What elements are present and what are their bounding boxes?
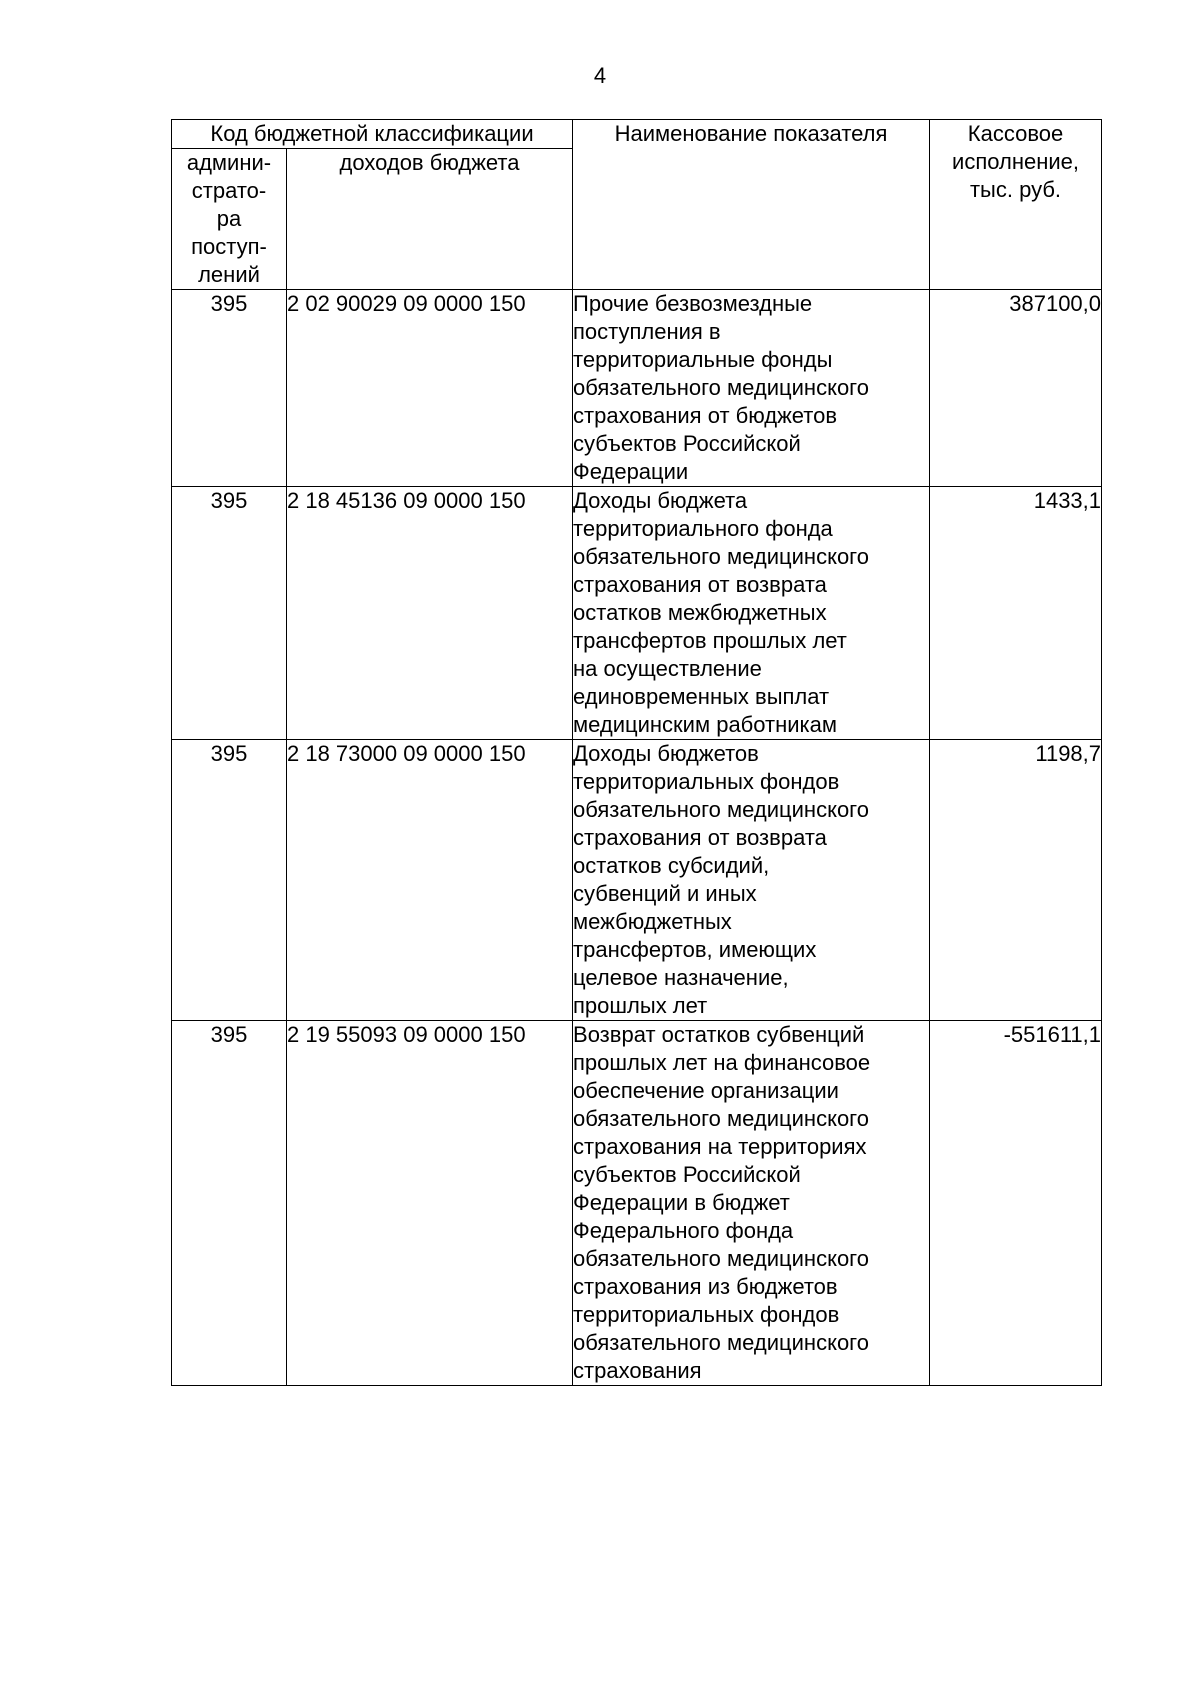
table-row [172, 487, 1102, 740]
indicator-name-line: территориального фонда [573, 516, 833, 541]
income-code-cell: 2 18 45136 09 0000 150 [287, 487, 573, 740]
admin-code-cell: 395 [172, 1021, 287, 1386]
indicator-name-cell [573, 487, 930, 740]
header-budget-income: доходов бюджета [287, 149, 573, 290]
admin-code-cell: 395 [172, 740, 287, 1021]
indicator-name-line: обязательного медицинского [573, 1106, 869, 1131]
indicator-name-line: Федерального фонда [573, 1218, 794, 1243]
income-code-cell: 2 02 90029 09 0000 150 [287, 290, 573, 487]
indicator-name-line: субвенций и иных [573, 881, 757, 906]
indicator-name-line: обеспечение организации [573, 1078, 839, 1103]
income-code-cell: 2 19 55093 09 0000 150 [287, 1021, 573, 1386]
header-admin-line: лений [198, 262, 260, 287]
indicator-name-line: страхования из бюджетов [573, 1274, 838, 1299]
header-budget-code-group: Код бюджетной классификации [172, 120, 573, 149]
table-body [172, 290, 1102, 1386]
indicator-name-line: остатков межбюджетных [573, 600, 827, 625]
indicator-name-line: Федерации в бюджет [573, 1190, 790, 1215]
indicator-name-line: страхования [573, 1358, 702, 1383]
indicator-name-line: трансфертов, имеющих [573, 937, 817, 962]
indicator-name-line: медицинским работникам [573, 712, 838, 737]
indicator-name-line: Возврат остатков субвенций [573, 1022, 865, 1047]
indicator-name-line: обязательного медицинского [573, 797, 869, 822]
indicator-name-line: обязательного медицинского [573, 1246, 869, 1271]
income-code-cell: 2 18 73000 09 0000 150 [287, 740, 573, 1021]
indicator-name-line: обязательного медицинского [573, 1330, 869, 1355]
indicator-name-cell [573, 1021, 930, 1386]
indicator-name-line: субъектов Российской [573, 1162, 801, 1187]
indicator-name-line: обязательного медицинского [573, 544, 869, 569]
indicator-name-line: прошлых лет [573, 993, 708, 1018]
indicator-name-line: субъектов Российской [573, 431, 801, 456]
indicator-name-line: трансфертов прошлых лет [573, 628, 847, 653]
header-revenue-administrator [172, 149, 287, 290]
header-indicator-name: Наименование показателя [573, 120, 930, 290]
indicator-name-line: остатков субсидий, [573, 853, 770, 878]
indicator-name-line: территориальные фонды [573, 347, 833, 372]
indicator-name-line: Доходы бюджета [573, 488, 748, 513]
indicator-name-line: межбюджетных [573, 909, 732, 934]
indicator-name-line: прошлых лет на финансовое [573, 1050, 871, 1075]
indicator-name-line: страхования от возврата [573, 572, 827, 597]
budget-classification-table [171, 119, 1102, 1386]
admin-code-cell: 395 [172, 487, 287, 740]
header-exec-line: исполнение, [952, 149, 1079, 174]
indicator-name-cell [573, 740, 930, 1021]
indicator-name-line: обязательного медицинского [573, 375, 869, 400]
indicator-name-line: территориальных фондов [573, 769, 840, 794]
cash-execution-amount-cell: 1433,1 [930, 487, 1102, 740]
indicator-name-line: Прочие безвозмездные [573, 291, 813, 316]
header-admin-line: админи- [186, 150, 272, 175]
indicator-name-line: поступления в [573, 319, 721, 344]
header-admin-line: поступ- [191, 234, 267, 259]
header-exec-line: Кассовое [967, 121, 1064, 146]
indicator-name-line: единовременных выплат [573, 684, 830, 709]
indicator-name-line: Доходы бюджетов [573, 741, 759, 766]
indicator-name-line: страхования от бюджетов [573, 403, 838, 428]
indicator-name-line: целевое назначение, [573, 965, 789, 990]
page-number: 4 [593, 63, 607, 88]
admin-code-cell: 395 [172, 290, 287, 487]
cash-execution-amount-cell: 387100,0 [930, 290, 1102, 487]
header-cash-execution [930, 120, 1102, 290]
indicator-name-line: на осуществление [573, 656, 762, 681]
table-row [172, 1021, 1102, 1386]
header-admin-line: страто- [191, 178, 267, 203]
cash-execution-amount-cell: -551611,1 [930, 1021, 1102, 1386]
indicator-name-cell [573, 290, 930, 487]
indicator-name-line: Федерации [573, 459, 689, 484]
indicator-name-line: страхования на территориях [573, 1134, 867, 1159]
cash-execution-amount-cell: 1198,7 [930, 740, 1102, 1021]
header-admin-line: ра [216, 206, 242, 231]
indicator-name-line: страхования от возврата [573, 825, 827, 850]
table-row [172, 740, 1102, 1021]
table-row [172, 290, 1102, 487]
header-exec-line: тыс. руб. [969, 177, 1062, 202]
indicator-name-line: территориальных фондов [573, 1302, 840, 1327]
